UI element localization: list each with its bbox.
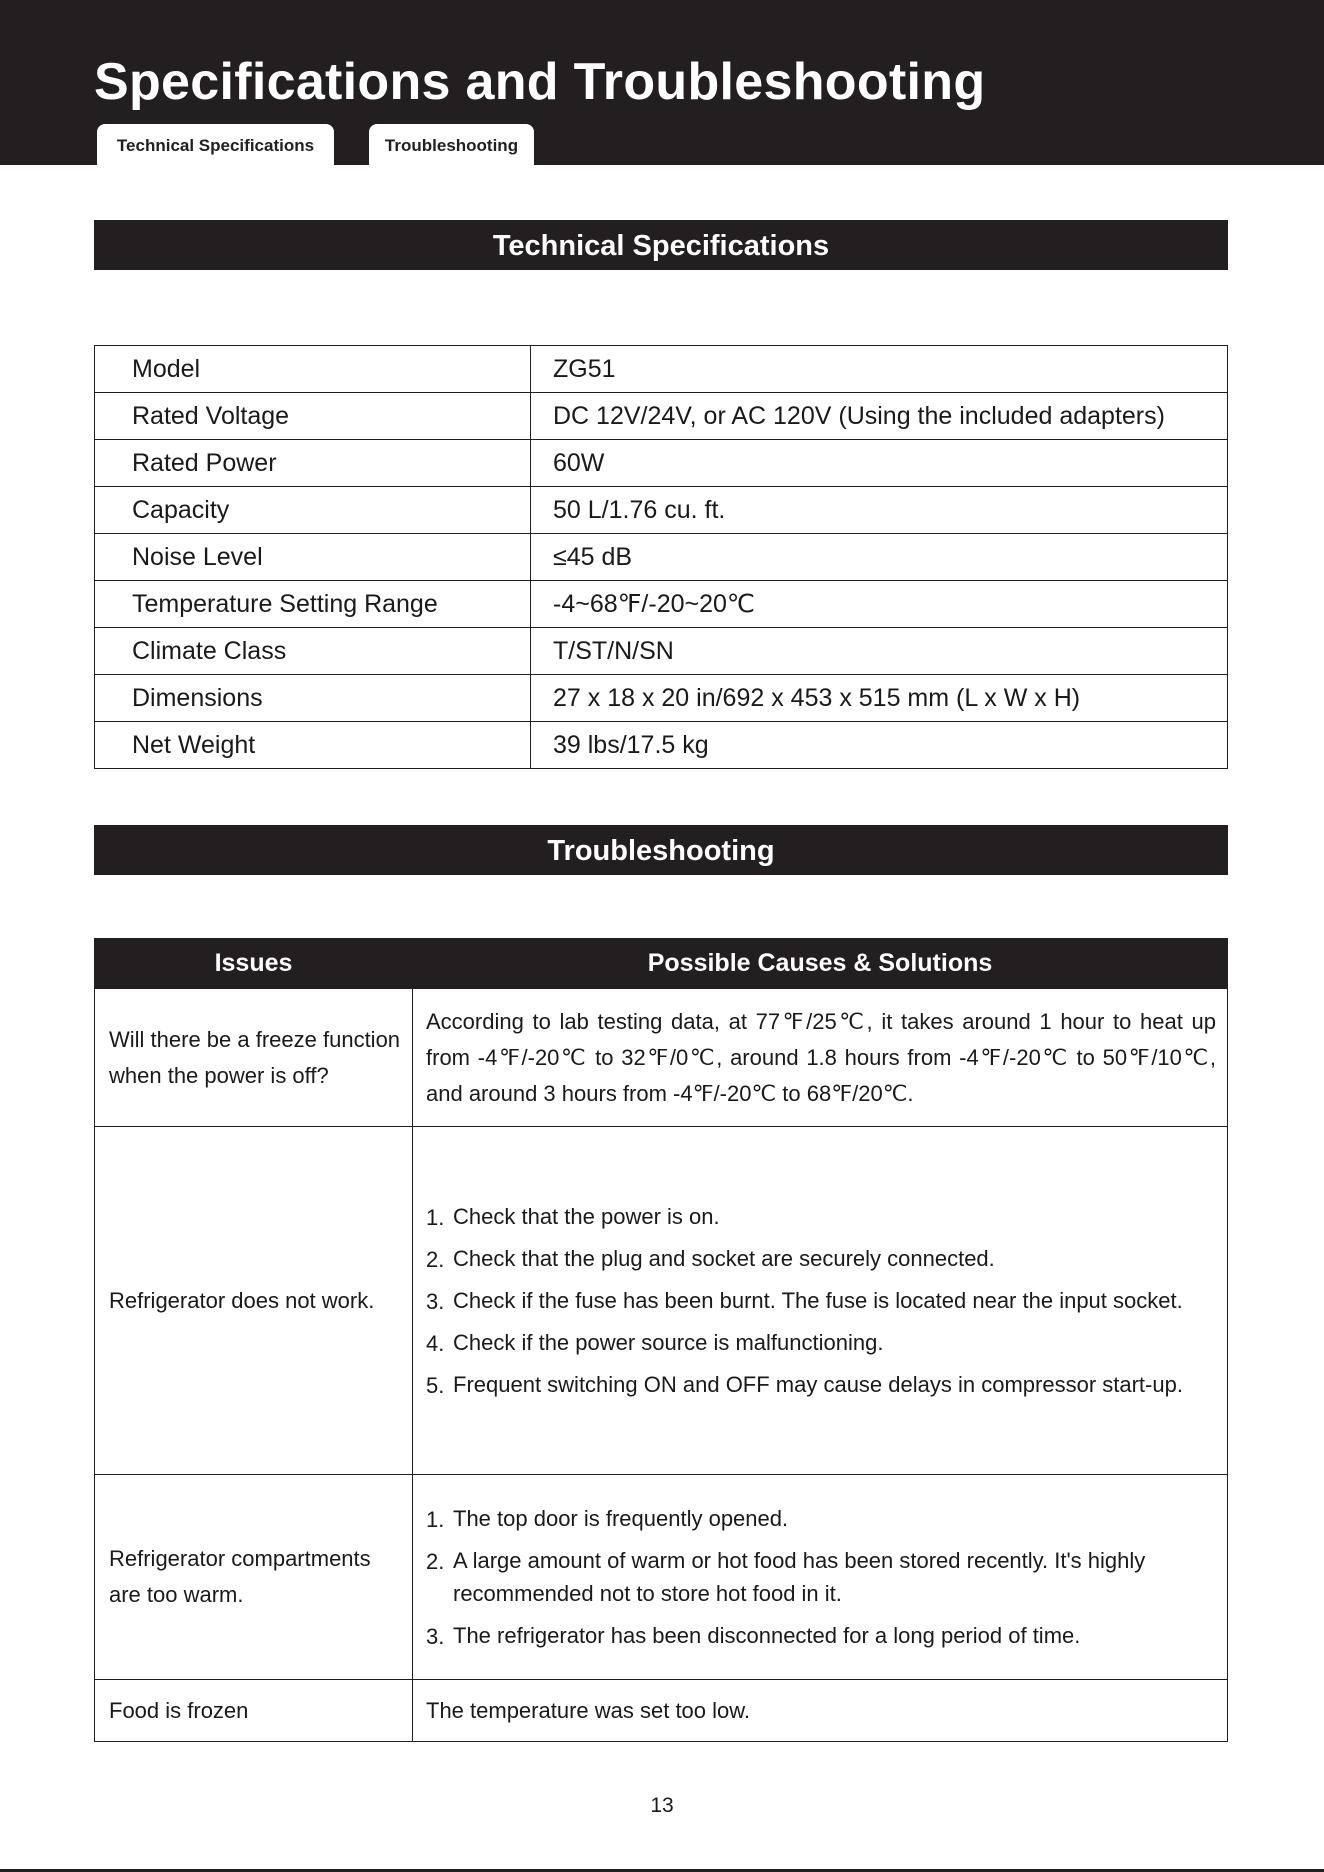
- table-row: [95, 440, 1228, 487]
- list-item: [426, 1619, 1216, 1652]
- spec-label: Model: [95, 346, 531, 393]
- specs-table: [94, 345, 1228, 769]
- solution-steps: [426, 1502, 1216, 1652]
- tab-technical-specifications[interactable]: Technical Specifications: [97, 124, 334, 166]
- spec-value: 50 L/1.76 cu. ft.: [531, 487, 1228, 534]
- spec-label: Rated Voltage: [95, 393, 531, 440]
- step-number: 2.: [426, 1247, 445, 1272]
- table-row: [95, 487, 1228, 534]
- solution-cell: [413, 1127, 1228, 1475]
- column-header-solutions: Possible Causes & Solutions: [413, 939, 1228, 989]
- list-item: [426, 1326, 1216, 1359]
- troubleshooting-table: [94, 938, 1228, 1742]
- table-row: [95, 393, 1228, 440]
- spec-value: T/ST/N/SN: [531, 628, 1228, 675]
- issue-cell: Will there be a freeze function when the power is off?: [95, 989, 413, 1127]
- list-item: [426, 1368, 1216, 1401]
- spec-label: Noise Level: [95, 534, 531, 581]
- spec-label: Net Weight: [95, 722, 531, 769]
- list-item: [426, 1200, 1216, 1233]
- spec-value: 27 x 18 x 20 in/692 x 453 x 515 mm (L x W x H): [531, 675, 1228, 722]
- table-row: [95, 722, 1228, 769]
- spec-value: ZG51: [531, 346, 1228, 393]
- list-item: [426, 1544, 1216, 1610]
- table-header-row: [95, 939, 1228, 989]
- table-row: [95, 1680, 1228, 1742]
- list-item: [426, 1502, 1216, 1535]
- page-title: Specifications and Troubleshooting: [94, 53, 986, 111]
- issue-cell: Refrigerator does not work.: [95, 1127, 413, 1475]
- table-row: [95, 346, 1228, 393]
- step-text: The top door is frequently opened.: [453, 1506, 789, 1531]
- solution-cell: [413, 1475, 1228, 1680]
- table-row: [95, 989, 1228, 1127]
- step-text: The refrigerator has been disconnected for a long period of time.: [453, 1623, 1081, 1648]
- table-row: [95, 534, 1228, 581]
- solution-cell: The temperature was set too low.: [413, 1680, 1228, 1742]
- step-number: 3.: [426, 1289, 445, 1314]
- spec-label: Dimensions: [95, 675, 531, 722]
- issue-cell: Refrigerator compartments are too warm.: [95, 1475, 413, 1680]
- step-number: 5.: [426, 1373, 445, 1398]
- table-row: [95, 581, 1228, 628]
- step-number: 3.: [426, 1624, 445, 1649]
- step-number: 4.: [426, 1331, 445, 1356]
- spec-label: Climate Class: [95, 628, 531, 675]
- spec-label: Capacity: [95, 487, 531, 534]
- column-header-issues: Issues: [95, 939, 413, 989]
- list-item: [426, 1284, 1216, 1317]
- table-row: [95, 628, 1228, 675]
- spec-value: 39 lbs/17.5 kg: [531, 722, 1228, 769]
- list-item: [426, 1242, 1216, 1275]
- issue-cell: Food is frozen: [95, 1680, 413, 1742]
- table-row: [95, 1127, 1228, 1475]
- spec-value: ≤45 dB: [531, 534, 1228, 581]
- step-text: A large amount of warm or hot food has been stored recently. It's highly recommended not to store hot food in it.: [453, 1548, 1146, 1606]
- tab-troubleshooting[interactable]: Troubleshooting: [369, 124, 534, 166]
- step-text: Check that the power is on.: [453, 1204, 720, 1229]
- step-text: Frequent switching ON and OFF may cause delays in compressor start-up.: [453, 1372, 1183, 1397]
- solution-steps: [426, 1200, 1216, 1401]
- solution-cell: According to lab testing data, at 77℉/25℃, it takes around 1 hour to heat up from -4℉/-20℃ to 32℉/0℃, around 1.8 hours from -4℉/-20℃ to 50℉/10℃, and around 3 hours from -4℉/-20℃ to 68℉/20℃.: [413, 989, 1228, 1127]
- step-number: 1.: [426, 1205, 445, 1230]
- troubleshooting-section-heading: Troubleshooting: [94, 825, 1228, 875]
- step-number: 2.: [426, 1549, 445, 1574]
- step-number: 1.: [426, 1507, 445, 1532]
- step-text: Check if the fuse has been burnt. The fuse is located near the input socket.: [453, 1288, 1183, 1313]
- table-row: [95, 675, 1228, 722]
- spec-label: Temperature Setting Range: [95, 581, 531, 628]
- spec-value: -4~68℉/-20~20℃: [531, 581, 1228, 628]
- spec-label: Rated Power: [95, 440, 531, 487]
- step-text: Check if the power source is malfunctioning.: [453, 1330, 884, 1355]
- spec-value: DC 12V/24V, or AC 120V (Using the included adapters): [531, 393, 1228, 440]
- step-text: Check that the plug and socket are securely connected.: [453, 1246, 995, 1271]
- specs-section-heading: Technical Specifications: [94, 220, 1228, 270]
- page-number: 13: [650, 1794, 674, 1817]
- spec-value: 60W: [531, 440, 1228, 487]
- table-row: [95, 1475, 1228, 1680]
